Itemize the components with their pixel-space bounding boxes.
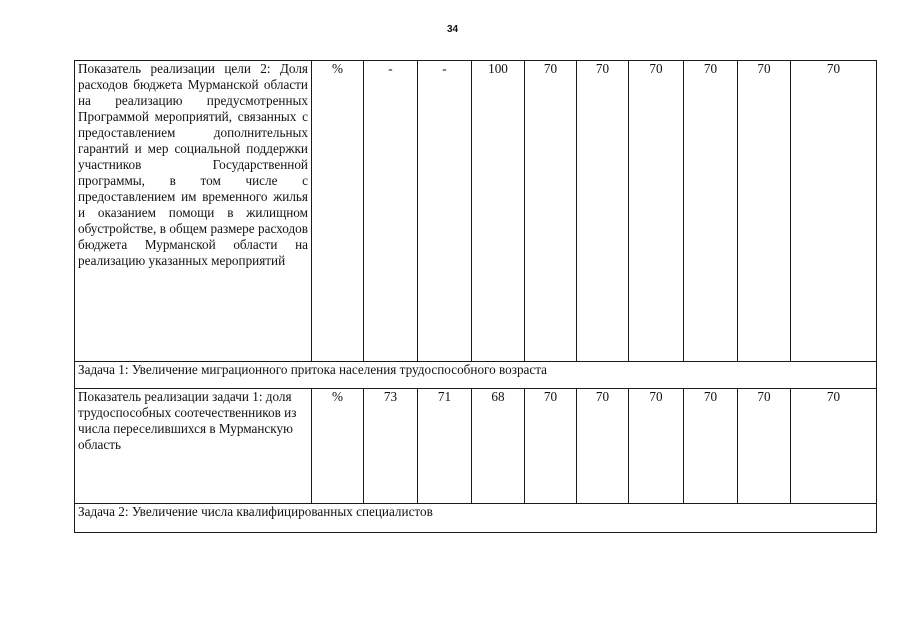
indicator-description: Показатель реализации цели 2: Доля расходов бюджета Мурманской области на реализацию предусмотренных Программой мероприятий, связанных с предоставлением дополнительных гарантий и мер социальной поддержки участников Государственной программы, в том числе с предоставлением им временного жилья и оказанием помощи в жилищном обустройстве, в общем размере расходов бюджета Мурманской области на реализацию указанных мероприятий — [75, 61, 312, 362]
unit-cell: % — [312, 61, 364, 362]
value-cell: 70 — [629, 389, 684, 504]
value-cell: 70 — [684, 61, 738, 362]
indicator-description: Показатель реализации задачи 1: доля трудоспособных соотечественников из числа переселившихся в Мурманскую область — [75, 389, 312, 504]
value-cell: - — [418, 61, 472, 362]
table-row-task-1-indicator — [75, 389, 877, 504]
value-cell: 70 — [577, 61, 629, 362]
value-cell: - — [364, 61, 418, 362]
value-cell: 70 — [577, 389, 629, 504]
value-cell: 100 — [472, 61, 525, 362]
value-cell: 70 — [738, 61, 791, 362]
task-2-heading: Задача 2: Увеличение числа квалифицированных специалистов — [75, 504, 877, 533]
value-cell: 70 — [629, 61, 684, 362]
value-cell: 70 — [525, 61, 577, 362]
unit-cell: % — [312, 389, 364, 504]
table-row-task-2 — [75, 504, 877, 533]
value-cell: 70 — [525, 389, 577, 504]
value-cell: 70 — [791, 61, 877, 362]
value-cell: 70 — [791, 389, 877, 504]
value-cell: 70 — [684, 389, 738, 504]
page-number: 34 — [446, 24, 459, 35]
table-row-task-1 — [75, 362, 877, 389]
indicators-table — [74, 60, 877, 533]
value-cell: 68 — [472, 389, 525, 504]
value-cell: 70 — [738, 389, 791, 504]
task-1-heading: Задача 1: Увеличение миграционного притока населения трудоспособного возраста — [75, 362, 877, 389]
value-cell: 71 — [418, 389, 472, 504]
value-cell: 73 — [364, 389, 418, 504]
table-row-goal-2-indicator — [75, 61, 877, 362]
